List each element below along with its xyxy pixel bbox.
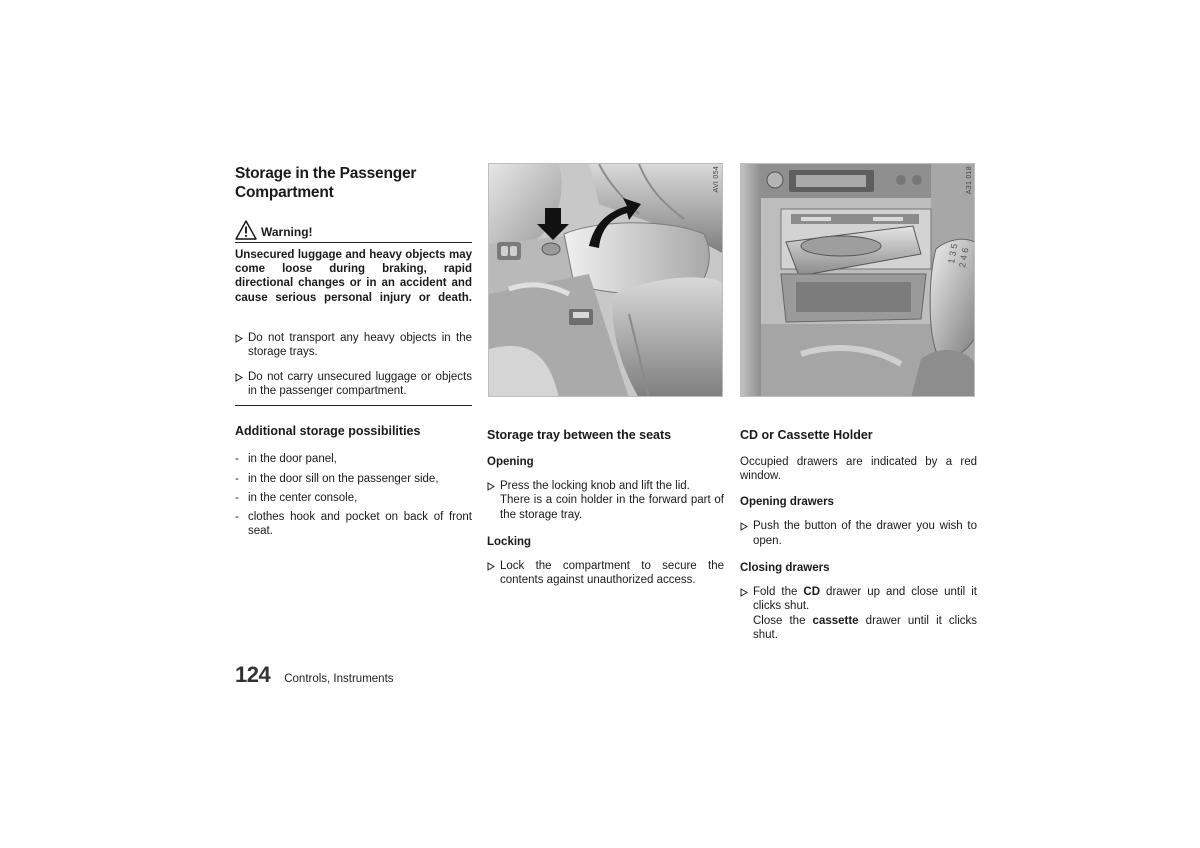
list-item bbox=[235, 370, 472, 399]
closing-step-cassette: Close the cassette drawer until it clicks shut. bbox=[753, 614, 978, 641]
opening-drawers-title: Opening drawers bbox=[740, 496, 834, 509]
triangle-bullet-icon bbox=[740, 588, 748, 597]
list-item bbox=[487, 479, 724, 522]
svg-text:1 3 5: 1 3 5 bbox=[946, 242, 960, 265]
page-footer bbox=[235, 662, 394, 688]
warning-label: Warning! bbox=[261, 225, 313, 239]
cd-holder-intro: Occupied drawers are indicated by a red window. bbox=[740, 456, 977, 483]
cd-cassette-holder-illustration bbox=[740, 163, 975, 397]
right-column bbox=[740, 428, 977, 642]
additional-storage-title: Additional storage possibilities bbox=[235, 424, 421, 439]
triangle-bullet-icon bbox=[487, 482, 495, 491]
list-item-text: in the center console, bbox=[248, 491, 358, 504]
warning-text: Unsecured luggage and heavy objects may come loose during braking, rapid directional changes or in an accident and cause serious personal injury or death. bbox=[235, 249, 472, 304]
closing-drawers-title: Closing drawers bbox=[740, 562, 830, 574]
page-number: 124 bbox=[235, 662, 271, 687]
closing-step-cd: Fold the CD drawer up and close until it clicks shut. bbox=[753, 586, 977, 613]
footer-section-label: Controls, Instruments bbox=[284, 673, 394, 685]
list-item bbox=[740, 585, 977, 642]
list-item-text: clothes hook and pocket on back of front seat. bbox=[248, 511, 472, 538]
locking-step: Lock the compartment to secure the contents against unauthorized access. bbox=[500, 559, 724, 587]
list-item-text: in the door sill on the passenger side, bbox=[248, 472, 439, 485]
warning-triangle-icon bbox=[235, 220, 257, 240]
list-item: - in the door sill on the passenger side, bbox=[235, 472, 439, 485]
cd-holder-title: CD or Cassette Holder bbox=[740, 428, 873, 442]
triangle-bullet-icon bbox=[235, 334, 243, 343]
storage-tray-illustration bbox=[488, 163, 723, 397]
locking-title: Locking bbox=[487, 535, 532, 548]
opening-drawers-step: Push the button of the drawer you wish to open. bbox=[753, 520, 977, 547]
figure-code: AVI 054 bbox=[713, 166, 720, 193]
storage-tray-title: Storage tray between the seats bbox=[487, 428, 672, 442]
list-item: - clothes hook and pocket on back of front seat. bbox=[235, 511, 472, 538]
triangle-bullet-icon bbox=[740, 522, 748, 531]
list-item-text: in the door panel, bbox=[248, 453, 337, 466]
list-item: - in the door panel, bbox=[235, 453, 337, 466]
list-item bbox=[487, 559, 724, 588]
opening-note: There is a coin holder in the forward part of the storage tray. bbox=[500, 494, 724, 521]
triangle-bullet-icon bbox=[487, 562, 495, 571]
bullet-text: Do not carry unsecured luggage or objects in the passenger compartment. bbox=[248, 370, 472, 397]
section-title: Storage in the Passenger Compartment bbox=[235, 165, 417, 201]
opening-title: Opening bbox=[487, 456, 534, 468]
opening-step: Press the locking knob and lift the lid. bbox=[500, 480, 690, 492]
list-item bbox=[740, 519, 977, 548]
left-column bbox=[235, 164, 472, 539]
additional-storage-list bbox=[235, 452, 472, 538]
warning-header bbox=[235, 220, 472, 243]
triangle-bullet-icon bbox=[235, 373, 243, 382]
middle-column bbox=[487, 428, 724, 587]
figure-code: A31 018 bbox=[966, 166, 973, 195]
svg-text:2 4 6: 2 4 6 bbox=[957, 246, 971, 269]
list-item bbox=[235, 331, 472, 360]
warning-bullets bbox=[235, 331, 472, 398]
bullet-text: Do not transport any heavy objects in the storage trays. bbox=[248, 332, 472, 359]
list-item: - in the center console, bbox=[235, 491, 358, 504]
warning-divider bbox=[235, 405, 472, 406]
